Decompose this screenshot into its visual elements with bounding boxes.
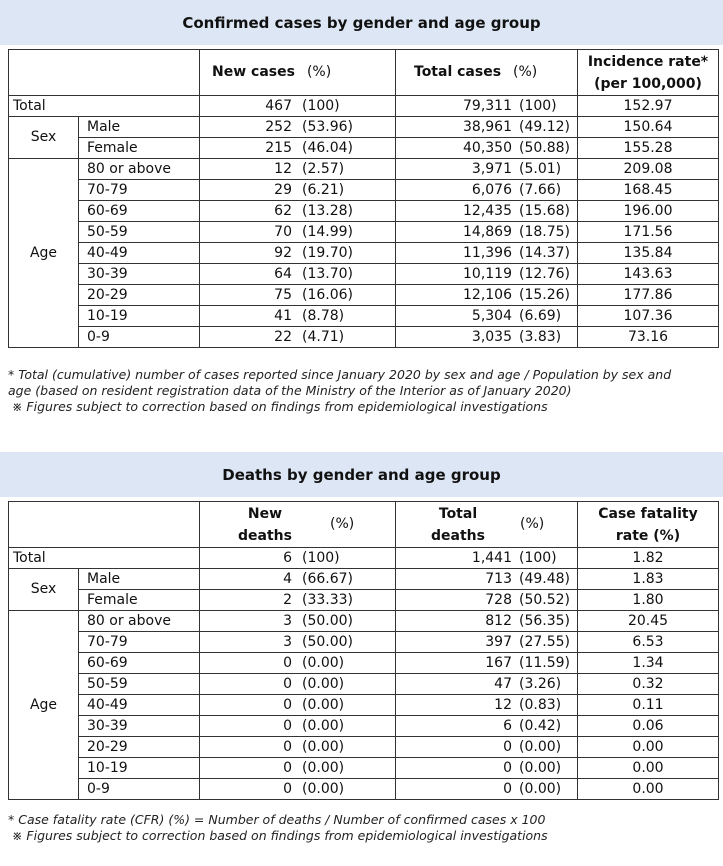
rate-cell: 177.86 xyxy=(578,285,719,306)
new-value-cell xyxy=(200,222,396,243)
new-value-cell xyxy=(200,695,396,716)
total-percent: (11.59) xyxy=(519,654,571,671)
new-percent: (0.00) xyxy=(302,696,345,713)
total-count: 1,441 xyxy=(471,549,512,566)
total-count: 40,350 xyxy=(463,139,512,156)
total-percent: (0.83) xyxy=(519,696,562,713)
total-value-cell xyxy=(396,695,578,716)
total-percent: (0.00) xyxy=(519,738,562,755)
new-value-cell xyxy=(200,674,396,695)
row-label: Total xyxy=(9,96,200,117)
new-value-cell xyxy=(200,327,396,348)
new-count: 0 xyxy=(283,780,292,797)
total-value-cell xyxy=(396,117,578,138)
table-row-age xyxy=(9,758,719,779)
new-percent: (0.00) xyxy=(302,780,345,797)
table-row-age xyxy=(9,737,719,758)
row-label: Female xyxy=(79,590,200,611)
row-label: 0-9 xyxy=(79,327,200,348)
row-label: 60-69 xyxy=(79,653,200,674)
new-count: 0 xyxy=(283,759,292,776)
total-count: 11,396 xyxy=(463,244,512,261)
new-value-cell xyxy=(200,306,396,327)
new-percent: (46.04) xyxy=(302,139,354,156)
row-label: 40-49 xyxy=(79,243,200,264)
total-count: 3,035 xyxy=(471,328,512,345)
rate-cell: 73.16 xyxy=(578,327,719,348)
total-value-cell xyxy=(396,243,578,264)
rate-cell: 155.28 xyxy=(578,138,719,159)
row-label: Male xyxy=(79,117,200,138)
row-label: 40-49 xyxy=(79,695,200,716)
confirmed-notes xyxy=(8,367,671,415)
rate-cell: 0.32 xyxy=(578,674,719,695)
total-percent: (100) xyxy=(519,549,557,566)
total-value-cell xyxy=(396,653,578,674)
new-percent: (8.78) xyxy=(302,307,345,324)
note-line: age (based on resident registration data of the Ministry of the Interior as of January 2020) xyxy=(8,383,572,398)
total-count: 38,961 xyxy=(463,118,512,135)
table-row-age xyxy=(9,674,719,695)
total-value-cell xyxy=(396,180,578,201)
total-value-cell xyxy=(396,674,578,695)
row-label: 0-9 xyxy=(79,779,200,800)
total-count: 6,076 xyxy=(471,181,512,198)
total-count: 10,119 xyxy=(463,265,512,282)
new-count: 0 xyxy=(283,738,292,755)
rate-cell: 0.00 xyxy=(578,779,719,800)
new-percent: (13.70) xyxy=(302,265,354,282)
row-label: 50-59 xyxy=(79,674,200,695)
new-value-cell xyxy=(200,632,396,653)
total-count: 812 xyxy=(485,612,512,629)
row-label: 10-19 xyxy=(79,306,200,327)
total-value-cell xyxy=(396,758,578,779)
group-label-sex: Sex xyxy=(9,117,79,159)
new-percent: (53.96) xyxy=(302,118,354,135)
row-label: 70-79 xyxy=(79,632,200,653)
new-value-cell xyxy=(200,569,396,590)
row-label: 30-39 xyxy=(79,264,200,285)
table-row-age xyxy=(9,306,719,327)
new-count: 62 xyxy=(274,202,292,219)
total-value-cell xyxy=(396,159,578,180)
new-value-cell xyxy=(200,138,396,159)
new-count: 12 xyxy=(274,160,292,177)
new-count: 70 xyxy=(274,223,292,240)
total-count: 47 xyxy=(494,675,512,692)
table-row-age xyxy=(9,695,719,716)
total-value-cell xyxy=(396,327,578,348)
table-row-age xyxy=(9,779,719,800)
new-percent: (14.99) xyxy=(302,223,354,240)
new-count: 92 xyxy=(274,244,292,261)
total-percent: (27.55) xyxy=(519,633,571,650)
new-count: 2 xyxy=(283,591,292,608)
total-count: 79,311 xyxy=(463,97,512,114)
total-value-cell xyxy=(396,632,578,653)
new-value-cell xyxy=(200,548,396,569)
total-value-cell xyxy=(396,201,578,222)
total-percent: (50.88) xyxy=(519,139,571,156)
total-count: 3,971 xyxy=(471,160,512,177)
rate-cell: 196.00 xyxy=(578,201,719,222)
table-row-age xyxy=(9,222,719,243)
total-value-cell xyxy=(396,590,578,611)
new-percent: (0.00) xyxy=(302,738,345,755)
row-label: 60-69 xyxy=(79,201,200,222)
new-value-cell xyxy=(200,737,396,758)
total-percent: (15.68) xyxy=(519,202,571,219)
new-value-cell xyxy=(200,117,396,138)
total-percent: (18.75) xyxy=(519,223,571,240)
rate-cell: 0.00 xyxy=(578,758,719,779)
total-count: 167 xyxy=(485,654,512,671)
row-label: 20-29 xyxy=(79,285,200,306)
row-label: 70-79 xyxy=(79,180,200,201)
rate-cell: 20.45 xyxy=(578,611,719,632)
header-empty xyxy=(9,502,200,548)
table-row-sex xyxy=(9,569,719,590)
row-label: Female xyxy=(79,138,200,159)
table-row-sex xyxy=(9,590,719,611)
deaths-notes xyxy=(8,812,548,844)
new-count: 0 xyxy=(283,696,292,713)
new-percent: (4.71) xyxy=(302,328,345,345)
total-count: 728 xyxy=(485,591,512,608)
new-value-cell xyxy=(200,779,396,800)
new-value-cell xyxy=(200,243,396,264)
row-label: 50-59 xyxy=(79,222,200,243)
total-value-cell xyxy=(396,737,578,758)
new-percent: (6.21) xyxy=(302,181,345,198)
new-percent: (2.57) xyxy=(302,160,345,177)
new-value-cell xyxy=(200,611,396,632)
header-new-deaths: New deaths (%) xyxy=(200,502,396,548)
header-incidence-rate: Incidence rate* (per 100,000) xyxy=(578,50,719,96)
group-label-age: Age xyxy=(9,611,79,800)
deaths-body xyxy=(9,548,719,800)
new-count: 3 xyxy=(283,612,292,629)
total-percent: (3.83) xyxy=(519,328,562,345)
total-count: 713 xyxy=(485,570,512,587)
total-percent: (100) xyxy=(519,97,557,114)
rate-cell: 6.53 xyxy=(578,632,719,653)
new-count: 41 xyxy=(274,307,292,324)
note-line: ※ Figures subject to correction based on findings from epidemiological investigations xyxy=(8,828,548,843)
new-count: 4 xyxy=(283,570,292,587)
total-count: 12,106 xyxy=(463,286,512,303)
new-count: 0 xyxy=(283,675,292,692)
deaths-table xyxy=(8,501,719,800)
deaths-section xyxy=(0,452,723,497)
total-value-cell xyxy=(396,569,578,590)
rate-cell: 1.80 xyxy=(578,590,719,611)
total-value-cell xyxy=(396,779,578,800)
new-percent: (100) xyxy=(302,97,340,114)
confirmed-section xyxy=(0,0,723,45)
total-value-cell xyxy=(396,138,578,159)
new-count: 64 xyxy=(274,265,292,282)
table-row-total xyxy=(9,548,719,569)
confirmed-table xyxy=(8,49,719,348)
new-count: 215 xyxy=(265,139,292,156)
new-count: 3 xyxy=(283,633,292,650)
new-count: 29 xyxy=(274,181,292,198)
total-percent: (6.69) xyxy=(519,307,562,324)
table-row-age xyxy=(9,632,719,653)
new-value-cell xyxy=(200,590,396,611)
total-count: 5,304 xyxy=(471,307,512,324)
new-percent: (19.70) xyxy=(302,244,354,261)
total-percent: (49.48) xyxy=(519,570,571,587)
note-line: * Total (cumulative) number of cases reported since January 2020 by sex and age / Population by sex and xyxy=(8,367,672,382)
table-row-age xyxy=(9,264,719,285)
table-row-sex xyxy=(9,117,719,138)
new-value-cell xyxy=(200,758,396,779)
row-label: Male xyxy=(79,569,200,590)
total-percent: (0.42) xyxy=(519,717,562,734)
total-value-cell xyxy=(396,716,578,737)
total-count: 0 xyxy=(503,759,512,776)
table-row-age xyxy=(9,180,719,201)
row-label: Total xyxy=(9,548,200,569)
new-value-cell xyxy=(200,285,396,306)
new-value-cell xyxy=(200,159,396,180)
table-row-age xyxy=(9,243,719,264)
new-value-cell xyxy=(200,96,396,117)
new-value-cell xyxy=(200,716,396,737)
total-value-cell xyxy=(396,222,578,243)
new-value-cell xyxy=(200,653,396,674)
header-empty xyxy=(9,50,200,96)
total-value-cell xyxy=(396,96,578,117)
total-percent: (0.00) xyxy=(519,780,562,797)
total-value-cell xyxy=(396,548,578,569)
new-percent: (0.00) xyxy=(302,759,345,776)
rate-cell: 1.34 xyxy=(578,653,719,674)
rate-cell: 0.06 xyxy=(578,716,719,737)
table-header-row xyxy=(9,502,719,548)
total-percent: (5.01) xyxy=(519,160,562,177)
header-total-deaths: Total deaths (%) xyxy=(396,502,578,548)
table-row-age xyxy=(9,327,719,348)
new-count: 75 xyxy=(274,286,292,303)
rate-cell: 0.11 xyxy=(578,695,719,716)
deaths-title: Deaths by gender and age group xyxy=(0,452,723,497)
group-label-sex: Sex xyxy=(9,569,79,611)
row-label: 10-19 xyxy=(79,758,200,779)
total-count: 0 xyxy=(503,780,512,797)
total-count: 12 xyxy=(494,696,512,713)
total-percent: (50.52) xyxy=(519,591,571,608)
new-percent: (50.00) xyxy=(302,633,354,650)
header-fatality-rate: Case fatality rate (%) xyxy=(578,502,719,548)
new-value-cell xyxy=(200,201,396,222)
total-value-cell xyxy=(396,264,578,285)
table-row-total xyxy=(9,96,719,117)
rate-cell: 107.36 xyxy=(578,306,719,327)
total-value-cell xyxy=(396,611,578,632)
new-percent: (50.00) xyxy=(302,612,354,629)
rate-cell: 1.82 xyxy=(578,548,719,569)
new-percent: (13.28) xyxy=(302,202,354,219)
new-percent: (0.00) xyxy=(302,717,345,734)
total-value-cell xyxy=(396,306,578,327)
table-row-age xyxy=(9,611,719,632)
total-count: 0 xyxy=(503,738,512,755)
table-row-age xyxy=(9,285,719,306)
row-label: 80 or above xyxy=(79,159,200,180)
new-count: 0 xyxy=(283,654,292,671)
row-label: 30-39 xyxy=(79,716,200,737)
new-count: 22 xyxy=(274,328,292,345)
total-count: 6 xyxy=(503,717,512,734)
table-row-sex xyxy=(9,138,719,159)
table-row-age xyxy=(9,201,719,222)
new-value-cell xyxy=(200,180,396,201)
table-row-age xyxy=(9,159,719,180)
rate-cell: 152.97 xyxy=(578,96,719,117)
total-percent: (15.26) xyxy=(519,286,571,303)
total-percent: (56.35) xyxy=(519,612,571,629)
rate-cell: 143.63 xyxy=(578,264,719,285)
rate-cell: 168.45 xyxy=(578,180,719,201)
rate-cell: 150.64 xyxy=(578,117,719,138)
new-percent: (0.00) xyxy=(302,675,345,692)
new-value-cell xyxy=(200,264,396,285)
total-percent: (7.66) xyxy=(519,181,562,198)
group-label-age: Age xyxy=(9,159,79,348)
table-row-age xyxy=(9,716,719,737)
note-line: ※ Figures subject to correction based on findings from epidemiological investigations xyxy=(8,399,548,414)
table-row-age xyxy=(9,653,719,674)
total-count: 12,435 xyxy=(463,202,512,219)
row-label: 20-29 xyxy=(79,737,200,758)
rate-cell: 0.00 xyxy=(578,737,719,758)
new-percent: (33.33) xyxy=(302,591,354,608)
rate-cell: 135.84 xyxy=(578,243,719,264)
new-count: 0 xyxy=(283,717,292,734)
new-count: 467 xyxy=(265,97,292,114)
total-percent: (14.37) xyxy=(519,244,571,261)
total-percent: (3.26) xyxy=(519,675,562,692)
total-percent: (49.12) xyxy=(519,118,571,135)
total-value-cell xyxy=(396,285,578,306)
new-percent: (0.00) xyxy=(302,654,345,671)
confirmed-title: Confirmed cases by gender and age group xyxy=(0,0,723,45)
new-percent: (100) xyxy=(302,549,340,566)
note-line: * Case fatality rate (CFR) (%) = Number of deaths / Number of confirmed cases x 100 xyxy=(8,812,546,827)
rate-cell: 171.56 xyxy=(578,222,719,243)
header-new-cases: New cases (%) xyxy=(200,50,396,96)
new-percent: (16.06) xyxy=(302,286,354,303)
row-label: 80 or above xyxy=(79,611,200,632)
table-header-row xyxy=(9,50,719,96)
new-percent: (66.67) xyxy=(302,570,354,587)
total-percent: (12.76) xyxy=(519,265,571,282)
total-percent: (0.00) xyxy=(519,759,562,776)
new-count: 6 xyxy=(283,549,292,566)
total-count: 397 xyxy=(485,633,512,650)
confirmed-body xyxy=(9,96,719,348)
rate-cell: 1.83 xyxy=(578,569,719,590)
new-count: 252 xyxy=(265,118,292,135)
rate-cell: 209.08 xyxy=(578,159,719,180)
header-total-cases: Total cases (%) xyxy=(396,50,578,96)
total-count: 14,869 xyxy=(463,223,512,240)
